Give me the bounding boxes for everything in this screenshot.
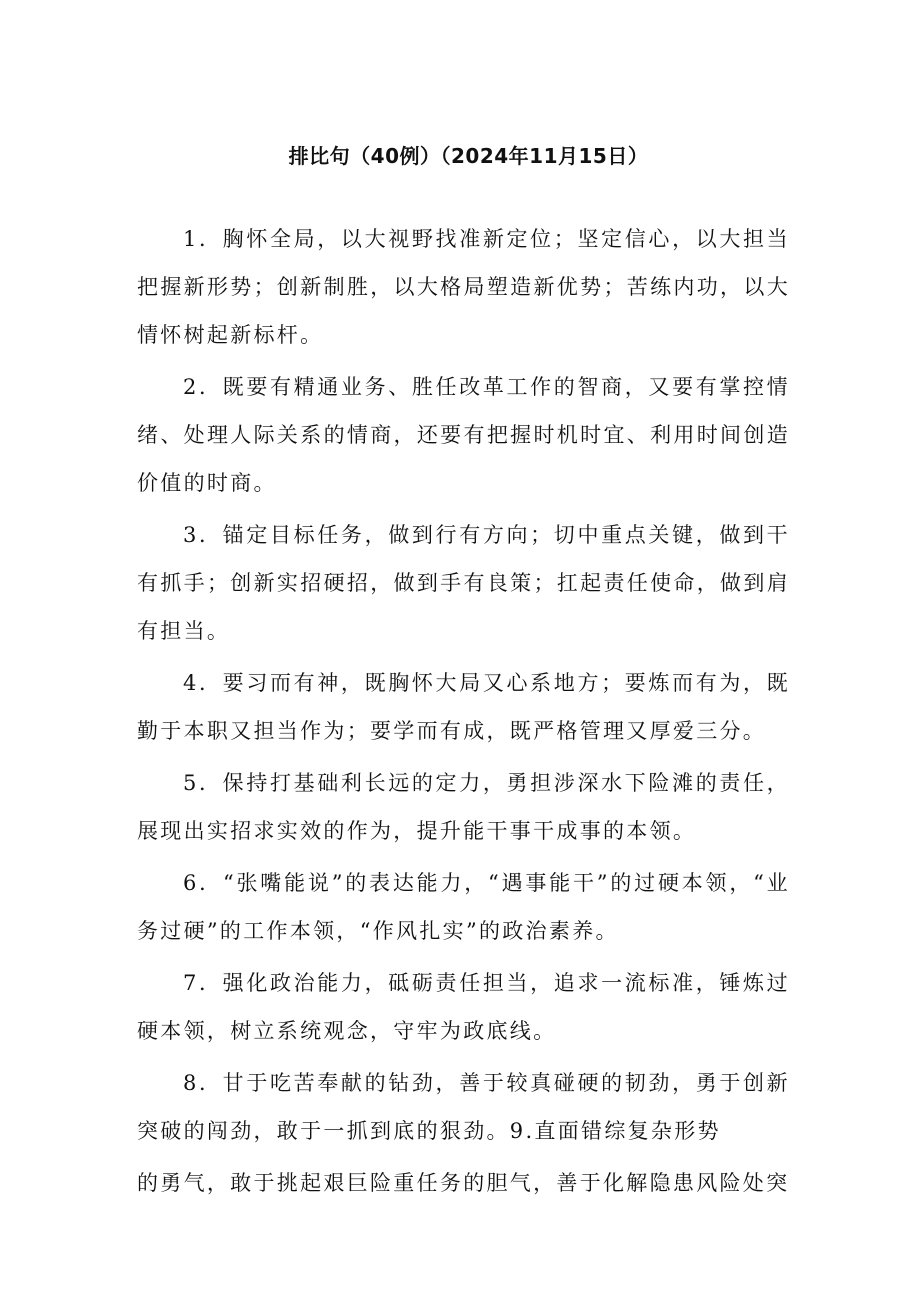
paragraph-6: 6．“张嘴能说”的表达能力，“遇事能干”的过硬本领，“业务过硬”的工作本领，“作风扎实”的政治素养。	[137, 871, 790, 943]
paragraph-7: 7．强化政治能力，砥砺责任担当，追求一流标准，锤炼过硬本领，树立系统观念，守牢为政底线。	[137, 971, 790, 1043]
paragraph-3: 3．锚定目标任务，做到行有方向；切中重点关键，做到干有抓手；创新实招硬招，做到手有良策；扛起责任使命，做到肩有担当。	[137, 523, 790, 643]
paragraph-5: 5．保持打基础利长远的定力，勇担涉深水下险滩的责任，展现出实招求实效的作为，提升能干事干成事的本领。	[137, 771, 790, 843]
paragraph-4: 4．要习而有神，既胸怀大局又心系地方；要炼而有为，既勤于本职又担当作为；要学而有成，既严格管理又厚爱三分。	[137, 671, 790, 743]
paragraph-2: 2．既要有精通业务、胜任改革工作的智商，又要有掌控情绪、处理人际关系的情商，还要有把握时机时宜、利用时间创造价值的时商。	[137, 375, 790, 495]
paragraph-8: 8．甘于吃苦奉献的钻劲，善于较真碰硬的韧劲，勇于创新突破的闯劲，敢于一抓到底的狠劲。9.直面错综复杂形势	[137, 1071, 790, 1143]
paragraph-9-continuation: 的勇气，敢于挑起艰巨险重任务的胆气，善于化解隐患风险处突	[137, 1171, 790, 1195]
paragraph-1: 1．胸怀全局，以大视野找准新定位；坚定信心，以大担当把握新形势；创新制胜，以大格局塑造新优势；苦练内功，以大情怀树起新标杆。	[137, 227, 790, 347]
document-title: 排比句（40例）（2024年11月15日）	[288, 144, 649, 168]
